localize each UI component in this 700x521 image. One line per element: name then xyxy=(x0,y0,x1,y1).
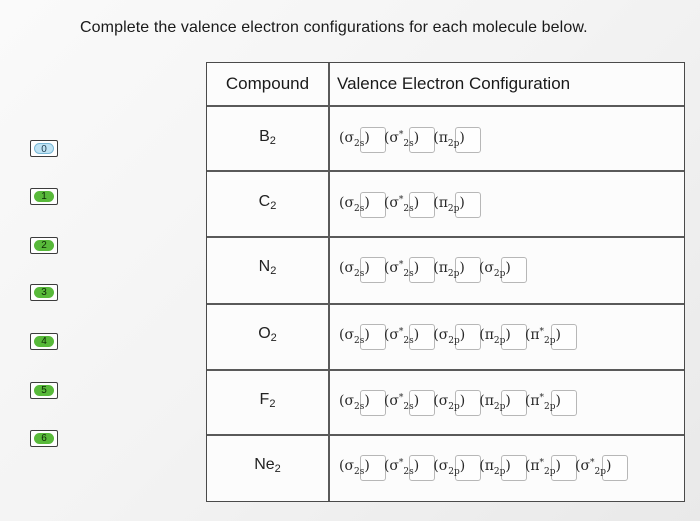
orbital-subscript: 2p xyxy=(448,336,460,346)
orbital-symbol: π xyxy=(530,393,540,409)
step-number: 2 xyxy=(34,240,54,251)
orbital-term xyxy=(523,393,563,412)
row-divider xyxy=(207,170,684,172)
compound-cell xyxy=(207,325,328,343)
orbital-subscript: 2p xyxy=(447,139,460,149)
orbital-subscript: 2p xyxy=(448,402,460,412)
orbital-symbol: π xyxy=(438,130,448,146)
step-number: 3 xyxy=(34,287,54,298)
paren-open: ( xyxy=(433,327,439,343)
orbital-subscript: 2p xyxy=(493,269,506,279)
orbital-subscript: 2p xyxy=(493,402,506,412)
paren-close: ) xyxy=(555,327,561,343)
step-button-0[interactable] xyxy=(30,140,58,157)
paren-close: ) xyxy=(413,393,420,409)
orbital-term xyxy=(523,327,563,346)
orbital-symbol: σ xyxy=(438,327,449,343)
paren-open: ( xyxy=(383,458,390,474)
orbital-label xyxy=(383,195,420,214)
orbital-label xyxy=(383,327,420,346)
paren-close: ) xyxy=(364,130,370,146)
orbital-symbol: σ xyxy=(344,260,355,276)
orbital-symbol: σ xyxy=(438,458,449,474)
paren-close: ) xyxy=(505,327,511,343)
antibonding-star: * xyxy=(398,260,404,270)
paren-close: ) xyxy=(364,327,370,343)
orbital-symbol: π xyxy=(484,458,494,474)
paren-open: ( xyxy=(479,393,485,409)
orbital-subscript: 2s xyxy=(403,139,414,149)
paren-open: ( xyxy=(339,195,345,211)
orbital-label xyxy=(339,393,370,412)
paren-open: ( xyxy=(524,393,531,409)
orbital-label xyxy=(383,458,420,477)
orbital-label xyxy=(383,130,420,149)
paren-open: ( xyxy=(383,195,390,211)
paren-open: ( xyxy=(479,458,485,474)
orbital-symbol: π xyxy=(530,458,540,474)
paren-open: ( xyxy=(383,130,390,146)
step-button-5[interactable] xyxy=(30,382,58,399)
orbital-term xyxy=(337,130,372,149)
row-divider xyxy=(207,303,684,305)
orbital-subscript: 2s xyxy=(354,467,365,477)
orbital-subscript: 2s xyxy=(354,204,365,214)
compound-element: N xyxy=(258,258,271,275)
step-button-6[interactable] xyxy=(30,430,58,447)
row-divider xyxy=(207,369,684,371)
paren-close: ) xyxy=(459,327,466,343)
orbital-symbol: σ xyxy=(389,195,399,211)
paren-close: ) xyxy=(459,260,465,276)
compound-element: B xyxy=(259,128,270,145)
paren-open: ( xyxy=(383,260,390,276)
row-divider xyxy=(207,434,684,436)
compound-cell xyxy=(207,193,328,211)
antibonding-star: * xyxy=(539,458,545,468)
paren-close: ) xyxy=(459,195,465,211)
orbital-subscript: 2p xyxy=(447,204,460,214)
compound-cell xyxy=(207,456,328,474)
orbital-term xyxy=(431,260,467,279)
paren-open: ( xyxy=(433,260,439,276)
orbital-term xyxy=(382,393,421,412)
paren-close: ) xyxy=(505,260,511,276)
orbital-symbol: σ xyxy=(344,130,355,146)
row-divider xyxy=(207,105,684,107)
orbital-symbol: π xyxy=(484,327,494,343)
orbital-subscript: 2p xyxy=(544,402,556,412)
step-button-4[interactable] xyxy=(30,333,58,350)
orbital-label xyxy=(524,327,561,346)
orbital-label xyxy=(479,393,511,412)
orbital-label xyxy=(479,458,511,477)
configuration-cell xyxy=(337,253,523,283)
paren-close: ) xyxy=(364,260,370,276)
orbital-symbol: σ xyxy=(344,327,355,343)
orbital-subscript: 2s xyxy=(354,402,365,412)
paren-close: ) xyxy=(413,195,420,211)
step-button-3[interactable] xyxy=(30,284,58,301)
orbital-subscript: 2p xyxy=(447,269,460,279)
antibonding-star: * xyxy=(398,130,404,140)
orbital-term xyxy=(337,195,372,214)
orbital-subscript: 2s xyxy=(403,204,414,214)
orbital-term xyxy=(382,195,421,214)
orbital-term xyxy=(382,130,421,149)
orbital-label xyxy=(383,260,420,279)
compound-subscript: 2 xyxy=(270,332,277,344)
orbital-symbol: σ xyxy=(344,195,355,211)
step-number: 0 xyxy=(34,143,54,154)
header-compound: Compound xyxy=(225,74,310,93)
orbital-subscript: 2p xyxy=(544,467,556,477)
orbital-symbol: π xyxy=(530,327,540,343)
compound-subscript: 2 xyxy=(269,135,276,147)
paren-close: ) xyxy=(413,327,420,343)
orbital-term xyxy=(337,393,372,412)
orbital-term xyxy=(477,327,513,346)
paren-close: ) xyxy=(364,195,370,211)
paren-open: ( xyxy=(433,130,439,146)
antibonding-star: * xyxy=(398,393,404,403)
compound-subscript: 2 xyxy=(270,265,277,277)
step-number: 6 xyxy=(34,433,54,444)
paren-open: ( xyxy=(479,327,485,343)
paren-close: ) xyxy=(505,458,511,474)
orbital-symbol: σ xyxy=(389,327,399,343)
orbital-term xyxy=(431,327,467,346)
paren-open: ( xyxy=(339,327,345,343)
orbital-symbol: σ xyxy=(580,458,591,474)
row-divider xyxy=(207,236,684,238)
orbital-term xyxy=(477,393,513,412)
compound-subscript: 2 xyxy=(274,463,281,475)
orbital-symbol: σ xyxy=(389,260,399,276)
orbital-symbol: σ xyxy=(389,130,399,146)
orbital-label xyxy=(339,130,370,149)
orbital-symbol: π xyxy=(484,393,494,409)
antibonding-star: * xyxy=(539,393,545,403)
orbital-symbol: σ xyxy=(344,393,355,409)
orbital-term xyxy=(523,458,563,477)
step-number: 5 xyxy=(34,385,54,396)
paren-open: ( xyxy=(339,393,345,409)
orbital-label xyxy=(339,260,370,279)
orbital-subscript: 2s xyxy=(403,336,414,346)
orbital-term xyxy=(337,260,372,279)
orbital-subscript: 2p xyxy=(493,336,506,346)
paren-open: ( xyxy=(524,458,531,474)
orbital-subscript: 2s xyxy=(403,269,414,279)
orbital-symbol: σ xyxy=(389,393,399,409)
compound-element: Ne xyxy=(254,456,275,473)
configuration-cell xyxy=(337,188,477,218)
orbital-label xyxy=(524,458,561,477)
paren-close: ) xyxy=(505,393,511,409)
antibonding-star: * xyxy=(398,195,404,205)
antibonding-star: * xyxy=(590,458,595,468)
paren-open: ( xyxy=(339,130,345,146)
orbital-term xyxy=(431,130,467,149)
orbital-label xyxy=(433,458,466,477)
orbital-subscript: 2s xyxy=(403,467,414,477)
orbital-label xyxy=(433,393,466,412)
orbital-term xyxy=(382,458,421,477)
orbital-label xyxy=(524,393,561,412)
orbital-subscript: 2s xyxy=(354,139,365,149)
orbital-symbol: σ xyxy=(344,458,355,474)
paren-close: ) xyxy=(459,130,465,146)
orbital-subscript: 2s xyxy=(354,336,365,346)
orbital-label xyxy=(339,327,370,346)
orbital-label xyxy=(478,260,511,279)
paren-open: ( xyxy=(383,393,390,409)
paren-close: ) xyxy=(413,260,420,276)
antibonding-star: * xyxy=(398,458,404,468)
configuration-table xyxy=(206,62,685,502)
paren-close: ) xyxy=(606,458,612,474)
compound-subscript: 2 xyxy=(270,200,277,212)
instruction-text: Complete the valence electron configurations for each molecule below. xyxy=(80,19,588,36)
orbital-subscript: 2p xyxy=(544,336,556,346)
paren-open: ( xyxy=(433,195,439,211)
antibonding-star: * xyxy=(539,327,545,337)
compound-cell xyxy=(207,128,328,146)
orbital-subscript: 2p xyxy=(493,467,506,477)
paren-open: ( xyxy=(433,458,439,474)
paren-open: ( xyxy=(524,327,531,343)
antibonding-star: * xyxy=(398,327,404,337)
paren-close: ) xyxy=(413,458,420,474)
paren-open: ( xyxy=(575,458,581,474)
orbital-label xyxy=(433,327,466,346)
compound-element: O xyxy=(258,325,271,342)
paren-close: ) xyxy=(555,393,561,409)
paren-close: ) xyxy=(413,130,420,146)
orbital-term xyxy=(431,393,467,412)
orbital-label xyxy=(433,130,465,149)
paren-close: ) xyxy=(364,458,370,474)
orbital-term xyxy=(431,195,467,214)
orbital-symbol: π xyxy=(438,260,448,276)
orbital-term xyxy=(573,458,614,477)
orbital-subscript: 2s xyxy=(403,402,414,412)
orbital-label xyxy=(383,393,420,412)
configuration-cell xyxy=(337,386,573,416)
configuration-cell xyxy=(337,320,573,350)
orbital-symbol: σ xyxy=(389,458,399,474)
orbital-label xyxy=(433,260,465,279)
compound-element: C xyxy=(258,193,271,210)
orbital-symbol: π xyxy=(438,195,448,211)
paren-close: ) xyxy=(364,393,370,409)
configuration-cell xyxy=(337,451,624,481)
step-button-1[interactable] xyxy=(30,188,58,205)
orbital-label xyxy=(575,458,612,477)
paren-close: ) xyxy=(459,393,466,409)
paren-open: ( xyxy=(339,260,345,276)
compound-subscript: 2 xyxy=(269,398,276,410)
paren-close: ) xyxy=(459,458,466,474)
orbital-term xyxy=(477,260,513,279)
paren-open: ( xyxy=(478,260,485,276)
step-number: 1 xyxy=(34,191,54,202)
header-configuration: Valence Electron Configuration xyxy=(337,74,571,93)
compound-cell xyxy=(207,258,328,276)
step-number: 4 xyxy=(34,336,54,347)
orbital-subscript: 2p xyxy=(594,467,607,477)
orbital-symbol: σ xyxy=(484,260,494,276)
orbital-label xyxy=(339,458,370,477)
configuration-cell xyxy=(337,123,477,153)
orbital-subscript: 2s xyxy=(354,269,365,279)
paren-close: ) xyxy=(555,458,561,474)
orbital-label xyxy=(433,195,465,214)
paren-open: ( xyxy=(383,327,390,343)
step-button-2[interactable] xyxy=(30,237,58,254)
compound-element: F xyxy=(259,391,270,408)
orbital-term xyxy=(337,327,372,346)
orbital-term xyxy=(477,458,513,477)
orbital-symbol: σ xyxy=(438,393,449,409)
compound-cell xyxy=(207,391,328,409)
orbital-term xyxy=(431,458,467,477)
orbital-term xyxy=(382,260,421,279)
orbital-term xyxy=(382,327,421,346)
orbital-label xyxy=(339,195,370,214)
orbital-term xyxy=(337,458,372,477)
paren-open: ( xyxy=(433,393,439,409)
paren-open: ( xyxy=(339,458,345,474)
orbital-label xyxy=(479,327,511,346)
orbital-subscript: 2p xyxy=(448,467,460,477)
